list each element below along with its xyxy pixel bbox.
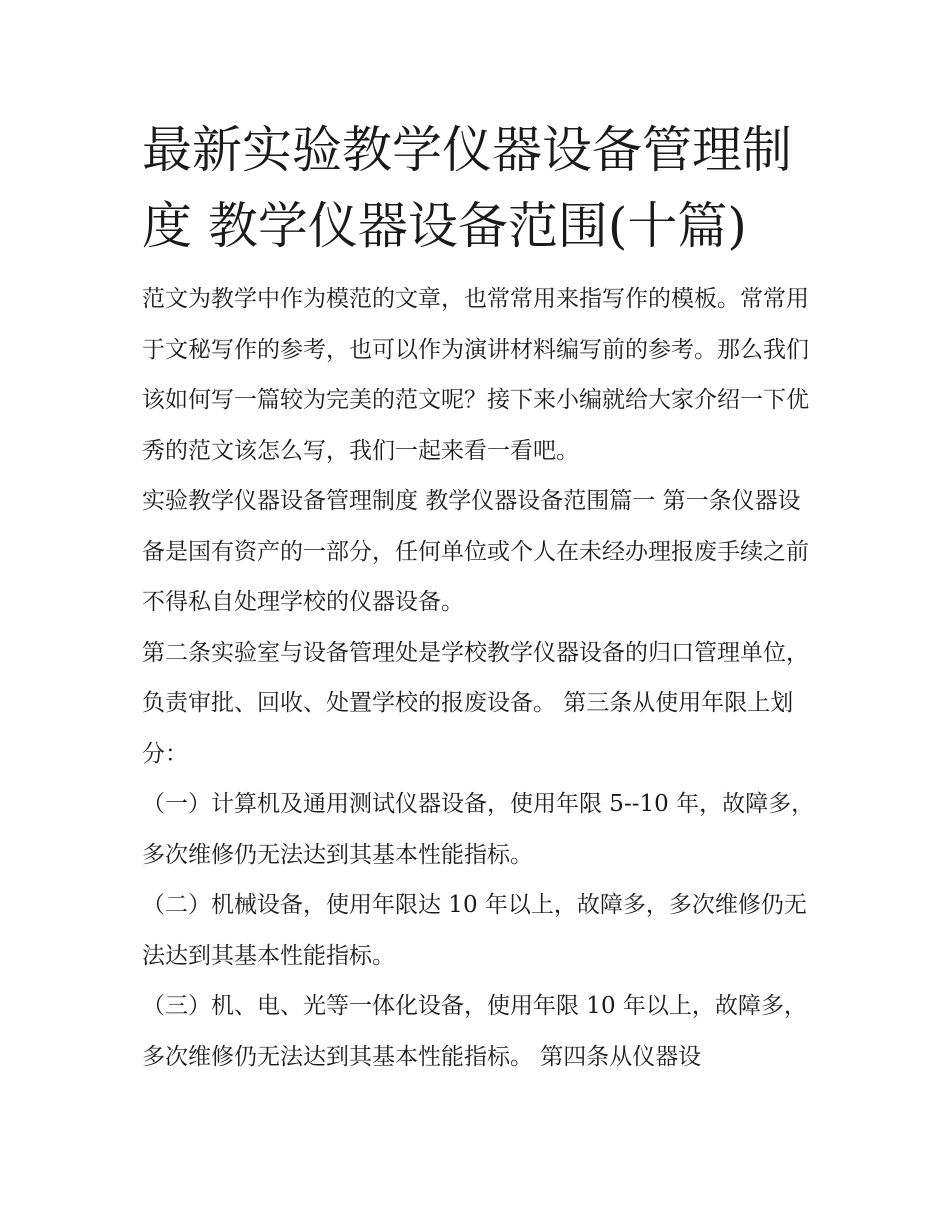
paragraph-article-2-3: 第二条实验室与设备管理处是学校教学仪器设备的归口管理单位，负责审批、回收、处置学校的报废设备。 第三条从使用年限上划分：	[142, 639, 809, 767]
paragraph-intro: 范文为教学中作为模范的文章，也常常用来指写作的模板。常常用于文秘写作的参考，也可以作为演讲材料编写前的参考。那么我们该如何写一篇较为完美的范文呢？接下来小编就给大家介绍一下优秀的范文该怎么写，我们一起来看一看吧。	[142, 286, 809, 464]
document-body	[142, 112, 822, 1082]
paragraph-item-2: （二）机械设备，使用年限达 10 年以上，故障多，多次维修仍无法达到其基本性能指标。	[142, 892, 807, 969]
paragraph-item-1: （一）计算机及通用测试仪器设备，使用年限 5--10 年，故障多，多次维修仍无法达到其基本性能指标。	[142, 791, 815, 868]
paragraph-item-3: （三）机、电、光等一体化设备，使用年限 10 年以上，故障多，多次维修仍无法达到其基本性能指标。 第四条从仪器设	[142, 993, 807, 1070]
document-title: 最新实验教学仪器设备管理制度 教学仪器设备范围(十篇)	[142, 121, 792, 255]
paragraph-article-1: 实验教学仪器设备管理制度 教学仪器设备范围篇一 第一条仪器设备是国有资产的一部分，任何单位或个人在未经办理报废手续之前不得私自处理学校的仪器设备。	[142, 488, 809, 615]
